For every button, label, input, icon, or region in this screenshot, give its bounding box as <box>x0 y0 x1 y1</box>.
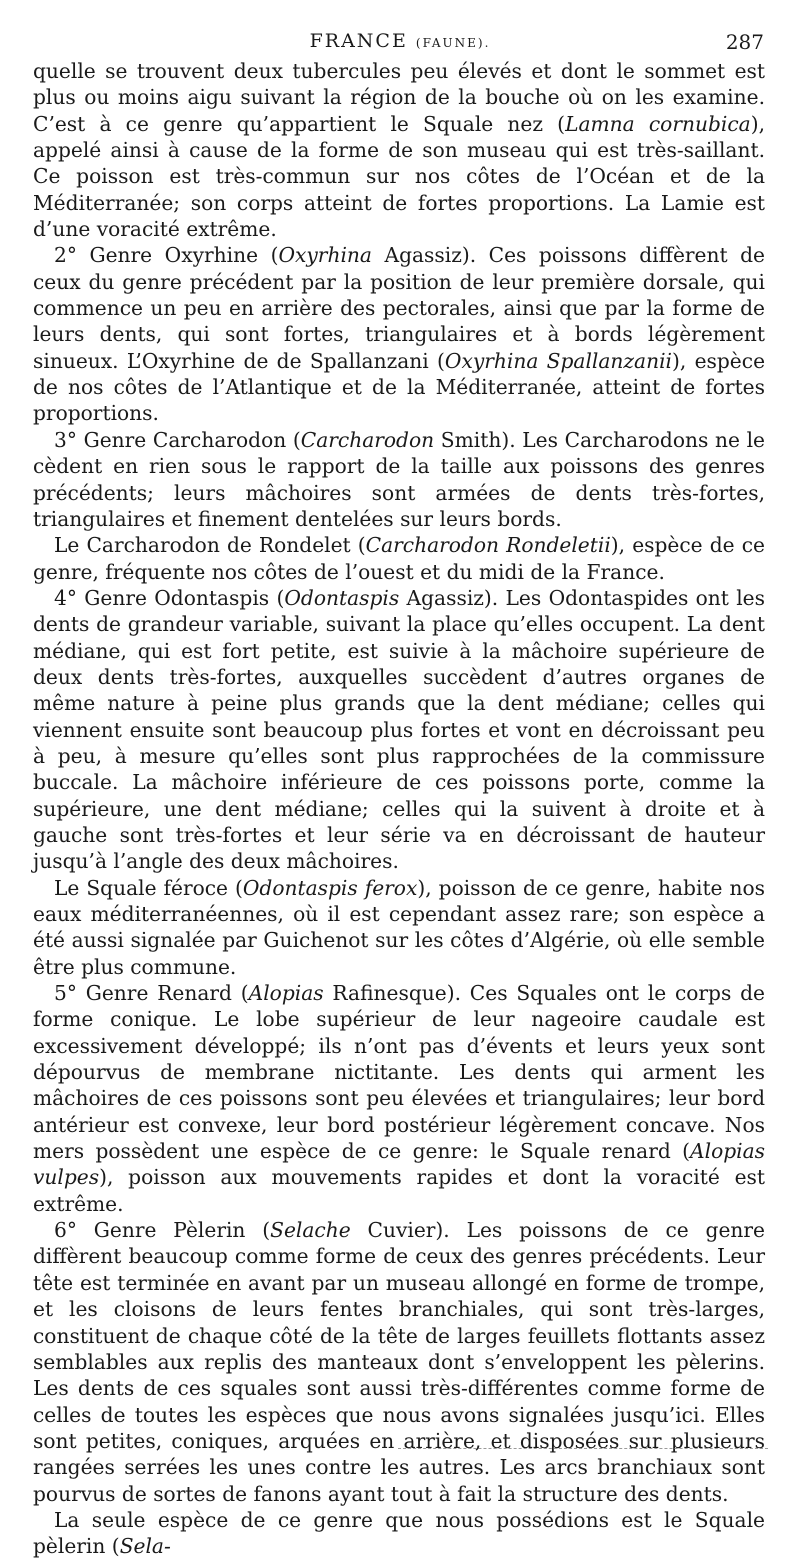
page-number: 287 <box>725 30 764 54</box>
text-run: ), poisson de ce genre, habite nos eaux méditerranéennes, où il est cependant assez rare; son espèce a été aussi signalée par Guichenot sur les côtes d’Algérie, où elle semble être plus commune. <box>33 875 766 979</box>
italic-run: Odontaspis <box>284 585 400 610</box>
text-run: 6° Genre Pèlerin ( <box>54 1218 271 1243</box>
running-title <box>0 30 800 52</box>
italic-run: Alopias <box>248 981 324 1006</box>
text-run: Cuvier). Les poissons de ce genre diffèrent beaucoup comme forme de ceux des genres précédents. Leur tête est terminée en avant par un museau allongé en forme de trompe, et les cloisons de leurs fentes branchiales, qui sont très-larges, constituent de chaque côté de la tête de larges feuillets flottants assez semblables aux replis des manteaux dont s’enveloppent les pèlerins. Les dents de ces squales sont aussi très-différentes comme forme de celles de toutes les espèces que nous avons signalées jusqu’ici. Elles sont petites, coniques, arquées en arrière, et disposées sur plusieurs rangées serrées les unes contre les autres. Les arcs branchiaux sont pourvus de sortes de fanons ayant tout à fait la structure des dents. <box>33 1218 766 1506</box>
bottom-rule <box>398 1448 768 1449</box>
running-title-subtitle: (FAUNE). <box>415 36 491 50</box>
paragraph <box>33 532 765 585</box>
text-run: 2° Genre Oxyrhine ( <box>54 243 279 268</box>
text-run: quelle se trouvent deux tubercules peu élevés et dont le sommet est plus ou moins aigu suivant la région de la bouche où on les examine. C’est à ce genre qu’appartient le Squale nez ( <box>33 59 765 136</box>
paragraph <box>33 242 765 426</box>
paragraph <box>33 980 765 1217</box>
paragraph <box>33 427 765 532</box>
text-run: 4° Genre Odontaspis ( <box>54 585 285 610</box>
italic-run: Oxyrhina Spallanzanii <box>444 348 672 373</box>
paragraph <box>33 1507 765 1560</box>
paragraph <box>33 585 765 875</box>
paragraph <box>33 58 765 242</box>
italic-run: Carcharodon Rondeletii <box>365 533 611 558</box>
text-run: 5° Genre Renard ( <box>54 981 249 1006</box>
text-run: La seule espèce de ce genre que nous possédions est le Squale pèlerin ( <box>33 1507 765 1559</box>
text-run: Agassiz). Ces poissons diffèrent de ceux du genre précédent par la position de leur première dorsale, qui commence un peu en arrière des pectorales, ainsi que par la forme de leurs dents, qui sont fortes, triangulaires et à bords légèrement sinueux. L’Oxyrhine de de Spallanzani ( <box>33 243 766 373</box>
text-run: 3° Genre Carcharodon ( <box>54 427 301 452</box>
italic-run: Alopias vulpes <box>33 1139 765 1190</box>
italic-run: Lamna cornubica <box>565 111 751 136</box>
italic-run: Sela- <box>119 1534 171 1559</box>
running-head <box>0 26 800 56</box>
paragraph <box>33 875 765 980</box>
text-run: Rafinesque). Ces Squales ont le corps de forme conique. Le lobe supérieur de leur nageoire caudale est excessivement développé; ils n’ont pas d’évents et leurs yeux sont dépourvus de membrane nictitante. Les dents qui arment les mâchoires de ces poissons sont peu élevées et triangulaires; leur bord antérieur est convexe, leur bord postérieur légèrement concave. Nos mers possèdent une espèce de ce genre: le Squale renard ( <box>33 981 766 1164</box>
text-run: ), poisson aux mouvements rapides et dont la voracité est extrême. <box>33 1165 765 1216</box>
text-run: Le Carcharodon de Rondelet ( <box>54 533 366 558</box>
italic-run: Carcharodon <box>300 427 435 452</box>
body-text <box>33 58 765 1560</box>
paragraph <box>33 1217 765 1507</box>
text-run: Le Squale féroce ( <box>54 875 243 900</box>
running-title-main: FRANCE <box>309 30 408 52</box>
text-run: ), appelé ainsi à cause de la forme de son museau qui est très-saillant. Ce poisson est très-commun sur nos côtes de l’Océan et de la Méditerranée; son corps atteint de fortes proportions. La Lamie est d’une voracité extrême. <box>33 111 765 242</box>
text-run: ), espèce de nos côtes de l’Atlantique et de la Méditerranée, atteint de fortes proportions. <box>33 348 766 426</box>
text-run: ), espèce de ce genre, fréquente nos côtes de l’ouest et du midi de la France. <box>33 533 765 584</box>
text-run: Smith). Les Carcharodons ne le cèdent en rien sous le rapport de la taille aux poissons des genres précédents; leurs mâchoires sont armées de dents très-fortes, triangulaires et finement dentelées sur leurs bords. <box>33 427 765 531</box>
italic-run: Oxyrhina <box>278 243 372 268</box>
italic-run: Odontaspis ferox <box>242 875 418 900</box>
text-run: Agassiz). Les Odontaspides ont les dents de grandeur variable, suivant la place qu’elles occupent. La dent médiane, qui est fort petite, est suivie à la mâchoire supérieure de deux dents très-fortes, auxquelles succèdent d’autres organes de même nature à peine plus grands que la dent médiane; celles qui viennent ensuite sont beaucoup plus fortes et vont en décroissant peu à peu, à mesure qu’elles sont plus rapprochées de la commissure buccale. La mâchoire inférieure de ces poissons porte, comme la supérieure, une dent médiane; celles qui la suivent à droite et à gauche sont très-fortes et leur série va en décroissant de hauteur jusqu’à l’angle des deux mâchoires. <box>33 585 765 874</box>
italic-run: Selache <box>270 1218 351 1243</box>
